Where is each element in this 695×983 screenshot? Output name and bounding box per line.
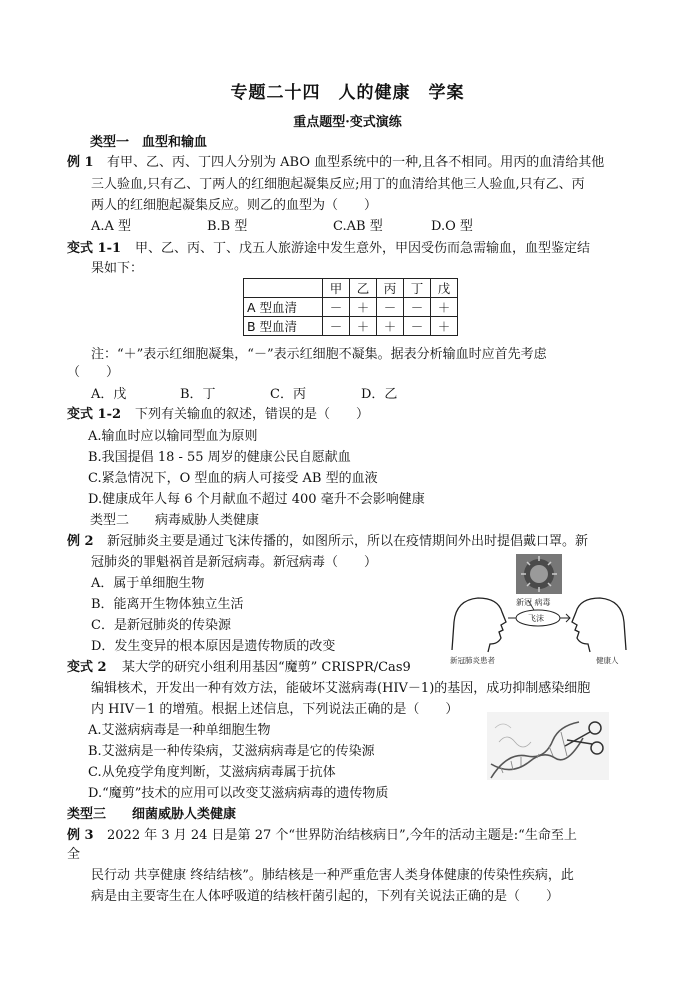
option: C．是新冠肺炎的传染源 <box>91 618 231 633</box>
variant-1-2-stem: 下列有关输血的叙述，错误的是（ ） <box>135 407 370 422</box>
table-row-header: A 型血清 <box>244 298 323 317</box>
option: D.“魔剪”技术的应用可以改变艾滋病病毒的遗传物质 <box>88 786 389 801</box>
variant-2-line: 编辑核术，开发出一种有效方法，能破坏艾滋病毒(HIV－1)的基因，成功抑制感染细胞 <box>91 681 591 696</box>
example-3-line: 全 <box>67 847 81 862</box>
option: D.健康成年人每 6 个月献血不超过 400 毫升不会影响健康 <box>88 492 425 507</box>
table-cell: ＋ <box>350 317 377 336</box>
example-1-line: 三人验血,只有乙、丁两人的红细胞起凝集反应;用丁的血清给其他三人验血,只有乙、丙 <box>91 177 585 192</box>
table-cell: ＋ <box>431 298 458 317</box>
patient-label: 新冠肺炎患者 <box>450 656 495 665</box>
option: A.A 型 <box>91 219 132 234</box>
table-row <box>244 298 458 317</box>
table-header-cell: 甲 <box>323 279 350 298</box>
option: A．戊 <box>91 387 127 402</box>
table-note: 注：“＋”表示红细胞凝集，“－”表示红细胞不凝集。据表分析输血时应首先考虑 <box>91 347 547 362</box>
dna-scissors-figure <box>487 712 609 780</box>
section-heading-2: 类型二 病毒威胁人类健康 <box>90 513 260 528</box>
virus-icon <box>516 554 562 594</box>
option: B．丁 <box>180 387 216 402</box>
example-2-line: 新冠肺炎主要是通过飞沫传播的，如图所示，所以在疫情期间外出时提倡戴口罩。新 <box>107 534 589 549</box>
example-3-line: 民行动 共享健康 终结结核”。肺结核是一种严重危害人类身体健康的传染性疾病，此 <box>91 868 574 883</box>
example-3-label: 例 3 <box>67 828 94 843</box>
droplet-transmission-figure <box>448 552 630 666</box>
section-heading-1: 类型一 血型和输血 <box>90 135 208 150</box>
table-row-header: B 型血清 <box>244 317 323 336</box>
table-cell: － <box>404 298 431 317</box>
option: B.艾滋病是一种传染病，艾滋病病毒是它的传染源 <box>88 744 375 759</box>
option: A．属于单细胞生物 <box>91 576 205 591</box>
table-header-row <box>244 279 458 298</box>
example-3-line: 病是由主要寄生在人体呼吸道的结核杆菌引起的，下列有关说法正确的是（ ） <box>91 889 560 904</box>
table-cell: ＋ <box>377 317 404 336</box>
variant-1-1-line: 甲、乙、丙、丁、戊五人旅游途中发生意外，甲因受伤而急需输血，血型鉴定结 <box>135 241 591 256</box>
table-cell: ＋ <box>431 317 458 336</box>
droplet-label: 飞沫 <box>528 614 544 623</box>
table-cell: － <box>377 298 404 317</box>
patient-head-icon <box>452 598 506 652</box>
table-header-cell: 丁 <box>404 279 431 298</box>
table-cell: ＋ <box>350 298 377 317</box>
table-header-cell: 丙 <box>377 279 404 298</box>
virus-label: 新冠 病毒 <box>516 598 551 607</box>
example-1-line: 两人的红细胞起凝集反应。则乙的血型为（ ） <box>91 198 378 213</box>
option: B.我国提倡 18 - 55 周岁的健康公民自愿献血 <box>88 450 351 465</box>
blood-type-table <box>243 278 458 336</box>
option: D.O 型 <box>431 219 473 234</box>
option: D．发生变异的根本原因是遗传物质的改变 <box>91 639 336 654</box>
option: C.紧急情况下，O 型血的病人可接受 AB 型的血液 <box>88 471 378 486</box>
example-2-line: 冠肺炎的罪魁祸首是新冠病毒。新冠病毒（ ） <box>91 555 378 570</box>
table-header-cell: 乙 <box>350 279 377 298</box>
option: A.输血时应以输同型血为原则 <box>88 429 258 444</box>
table-cell: － <box>323 298 350 317</box>
healthy-person-head-icon <box>572 598 626 652</box>
example-2-label: 例 2 <box>67 534 94 549</box>
option: A.艾滋病病毒是一种单细胞生物 <box>88 723 271 738</box>
example-3-line: 2022 年 3 月 24 日是第 27 个“世界防治结核病日”,今年的活动主题是:“生命至上 <box>107 828 577 843</box>
page-title: 专题二十四 人的健康 学案 <box>230 83 465 103</box>
table-header-cell: 戊 <box>431 279 458 298</box>
example-1-label: 例 1 <box>67 155 94 170</box>
option: B.B 型 <box>207 219 248 234</box>
option: C.从免疫学角度判断，艾滋病病毒属于抗体 <box>88 765 336 780</box>
section-heading-3: 类型三 细菌威胁人类健康 <box>67 807 237 822</box>
table-cell <box>244 279 323 298</box>
option: D．乙 <box>361 387 398 402</box>
table-note: （ ） <box>67 365 120 380</box>
option: B．能离开生物体独立生活 <box>91 597 244 612</box>
table-row <box>244 317 458 336</box>
variant-1-1-label: 变式 1-1 <box>67 241 122 256</box>
variant-2-line: 某大学的研究小组利用基因“魔剪” CRISPR/Cas9 <box>122 660 411 675</box>
table-cell: － <box>404 317 431 336</box>
variant-1-2-label: 变式 1-2 <box>67 407 122 422</box>
variant-1-1-line: 果如下： <box>91 261 144 276</box>
variant-2-label: 变式 2 <box>67 660 107 675</box>
option: C.AB 型 <box>333 219 383 234</box>
option: C．丙 <box>270 387 306 402</box>
variant-2-line: 内 HIV－1 的增殖。根据上述信息，下列说法正确的是（ ） <box>91 702 459 717</box>
page-subtitle: 重点题型·变式演练 <box>293 115 402 130</box>
table-cell: － <box>323 317 350 336</box>
example-1-line: 有甲、乙、丙、丁四人分别为 ABO 血型系统中的一种,且各不相同。用丙的血清给其他 <box>107 155 605 170</box>
healthy-person-label: 健康人 <box>596 656 619 665</box>
